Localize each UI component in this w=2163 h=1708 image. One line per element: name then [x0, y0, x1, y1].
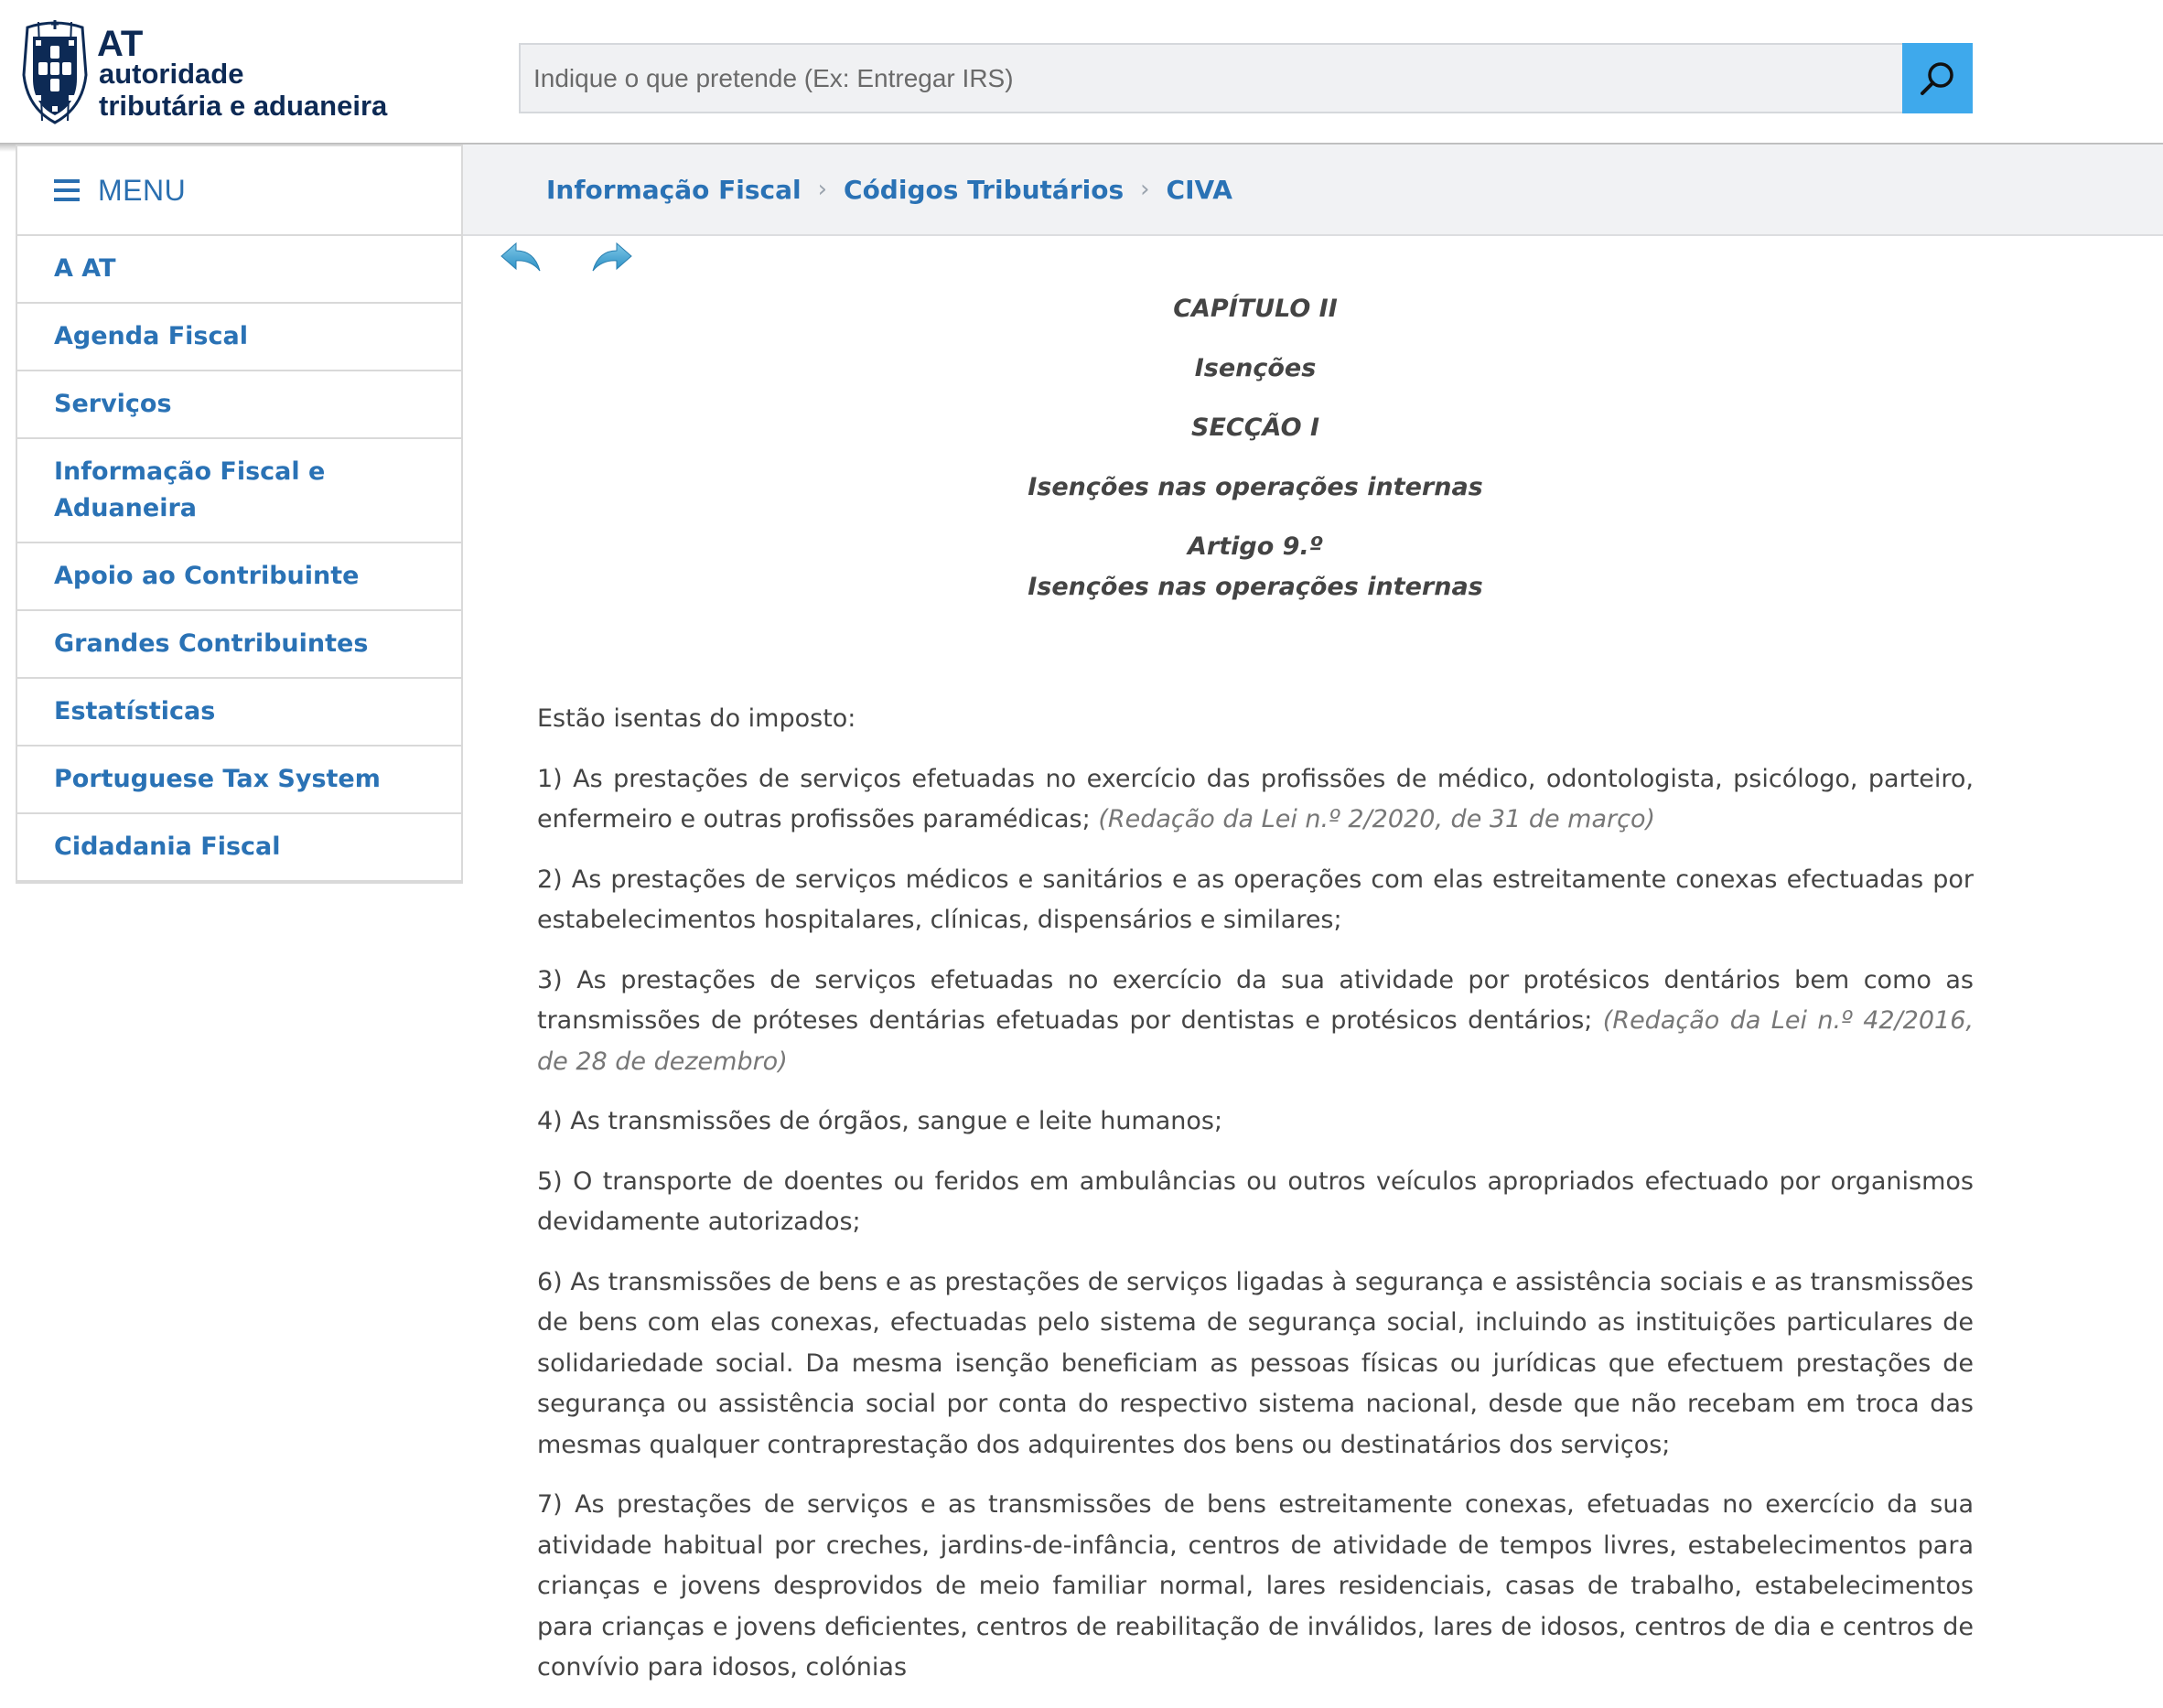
paragraph-text: 1) As prestações de serviços efetuadas no exercício das profissões de médico, odontologista, psicólogo, parteiro, enfermeiro e outras profissões paramédicas;	[537, 764, 1974, 833]
menu-label: MENU	[98, 173, 187, 207]
article-number: Artigo 9.º	[1188, 532, 1323, 561]
sidebar-item-label: Agenda Fiscal	[54, 322, 248, 350]
sidebar-menu	[16, 145, 463, 884]
sidebar-item-apoio-contribuinte[interactable]	[17, 543, 461, 611]
article-title: Isenções nas operações internas	[1028, 573, 1483, 601]
article-paragraph-2	[537, 860, 1974, 941]
sidebar-item-portuguese-tax-system[interactable]	[17, 747, 461, 814]
section-heading: SECÇÃO I	[1191, 414, 1319, 442]
paragraph-text: 2) As prestações de serviços médicos e sanitários e as operações com elas estreitamente conexas efectuadas por estabelecimentos hospitalares, clínicas, dispensários e similares;	[537, 865, 1974, 934]
article-intro: Estão isentas do imposto:	[537, 704, 856, 733]
article-paragraph-1	[537, 759, 1974, 841]
sidebar-item-label: Apoio ao Contribuinte	[54, 562, 360, 590]
article-content	[537, 274, 1974, 1708]
breadcrumb	[546, 145, 1232, 234]
hamburger-icon	[54, 179, 80, 201]
sidebar-item-label: Cidadania Fiscal	[54, 833, 281, 861]
sidebar-item-label: Estatísticas	[54, 697, 216, 725]
breadcrumb-item-civa[interactable]: CIVA	[1166, 174, 1232, 205]
back-arrow-icon	[500, 242, 542, 278]
article-paragraph-4	[537, 1101, 1974, 1143]
search-icon	[1918, 59, 1958, 99]
search-button[interactable]	[1902, 43, 1973, 113]
paragraph-text: 5) O transporte de doentes ou feridos em ambulâncias ou outros veículos apropriados efectuado por organismos devidamente autorizados;	[537, 1166, 1974, 1236]
sidebar-item-a-at[interactable]	[17, 236, 461, 304]
paragraph-text: 3) As prestações de serviços efetuadas no exercício da sua atividade por protésicos dentários bem como as transmissões de próteses dentárias efetuadas por dentistas e protésicos dentários;	[537, 965, 1974, 1035]
section-title: Isenções nas operações internas	[1028, 473, 1483, 501]
previous-article-button[interactable]	[500, 242, 542, 278]
amendment-note: (Redação da Lei n.º 2/2020, de 31 de março)	[1098, 805, 1655, 833]
search-input[interactable]	[521, 45, 1902, 112]
sidebar-item-informacao-fiscal[interactable]	[17, 439, 461, 543]
logo-text-line1: autoridade	[99, 58, 244, 90]
sidebar-item-label: Portuguese Tax System	[54, 765, 381, 793]
sidebar-item-agenda-fiscal[interactable]	[17, 304, 461, 371]
sidebar-item-estatisticas[interactable]	[17, 679, 461, 747]
article-paragraph-3	[537, 961, 1974, 1083]
sidebar-item-label-line2: Aduaneira	[54, 494, 197, 522]
sidebar-item-label: A AT	[54, 254, 116, 283]
sidebar-item-label-line1: Informação Fiscal e	[54, 457, 326, 486]
sidebar-item-label: Grandes Contribuintes	[54, 629, 369, 658]
sidebar-item-label: Serviços	[54, 390, 172, 418]
breadcrumb-item-codigos-tributarios[interactable]: Códigos Tributários	[844, 174, 1125, 205]
article-paragraph-5	[537, 1162, 1974, 1243]
chapter-title: Isenções	[1194, 354, 1317, 382]
breadcrumb-separator: ›	[1140, 176, 1150, 203]
breadcrumb-item-informacao-fiscal[interactable]: Informação Fiscal	[546, 174, 802, 205]
logo-abbr: AT	[97, 24, 144, 64]
sidebar-item-servicos[interactable]	[17, 371, 461, 439]
sidebar-item-cidadania-fiscal[interactable]	[17, 814, 461, 882]
site-header	[0, 0, 2163, 143]
chapter-heading: CAPÍTULO II	[1173, 295, 1338, 323]
sidebar-item-grandes-contribuintes[interactable]	[17, 611, 461, 679]
breadcrumb-separator: ›	[817, 176, 828, 203]
portugal-shield-icon	[18, 20, 91, 126]
search-container	[519, 43, 1902, 113]
paragraph-text: 6) As transmissões de bens e as prestações de serviços ligadas à segurança e assistência sociais e as transmissões de bens com elas conexas, efectuadas pelo sistema de segurança social, incluindo as instituições particulares de solidariedade social. Da mesma isenção beneficiam as pessoas físicas ou jurídicas que efectuem prestações de segurança ou assistência social por conta do respectivo sistema nacional, desde que não recebam em troca das mesmas qualquer contraprestação dos adquirentes dos bens ou destinatários dos serviços;	[537, 1267, 1974, 1459]
sidebar-item-label	[54, 454, 325, 527]
article-paragraph-7	[537, 1485, 1974, 1689]
paragraph-text: 7) As prestações de serviços e as transmissões de bens estreitamente conexas, efetuadas no exercício da sua atividade habitual por creches, jardins-de-infância, centros de atividade de tempos livres, estabelecimentos para crianças e jovens desprovidos de meio familiar normal, lares residenciais, casas de trabalho, estabelecimentos para crianças e jovens deficientes, centros de reabilitação de inválidos, lares de idosos, centros de dia e centros de convívio para idosos, colónias	[537, 1490, 1974, 1681]
breadcrumb-bar	[463, 145, 2163, 236]
amendment-note: (Redação da Lei n.º 42/2016, de 28 de dezembro)	[537, 1006, 1974, 1076]
next-article-button[interactable]	[591, 242, 633, 278]
paragraph-text: 4) As transmissões de órgãos, sangue e leite humanos;	[537, 1107, 1223, 1135]
menu-toggle[interactable]	[17, 145, 461, 236]
article-paragraph-6	[537, 1262, 1974, 1466]
logo-text-line2: tributária e aduaneira	[99, 90, 388, 122]
forward-arrow-icon	[591, 242, 633, 278]
at-logo[interactable]	[18, 20, 403, 130]
